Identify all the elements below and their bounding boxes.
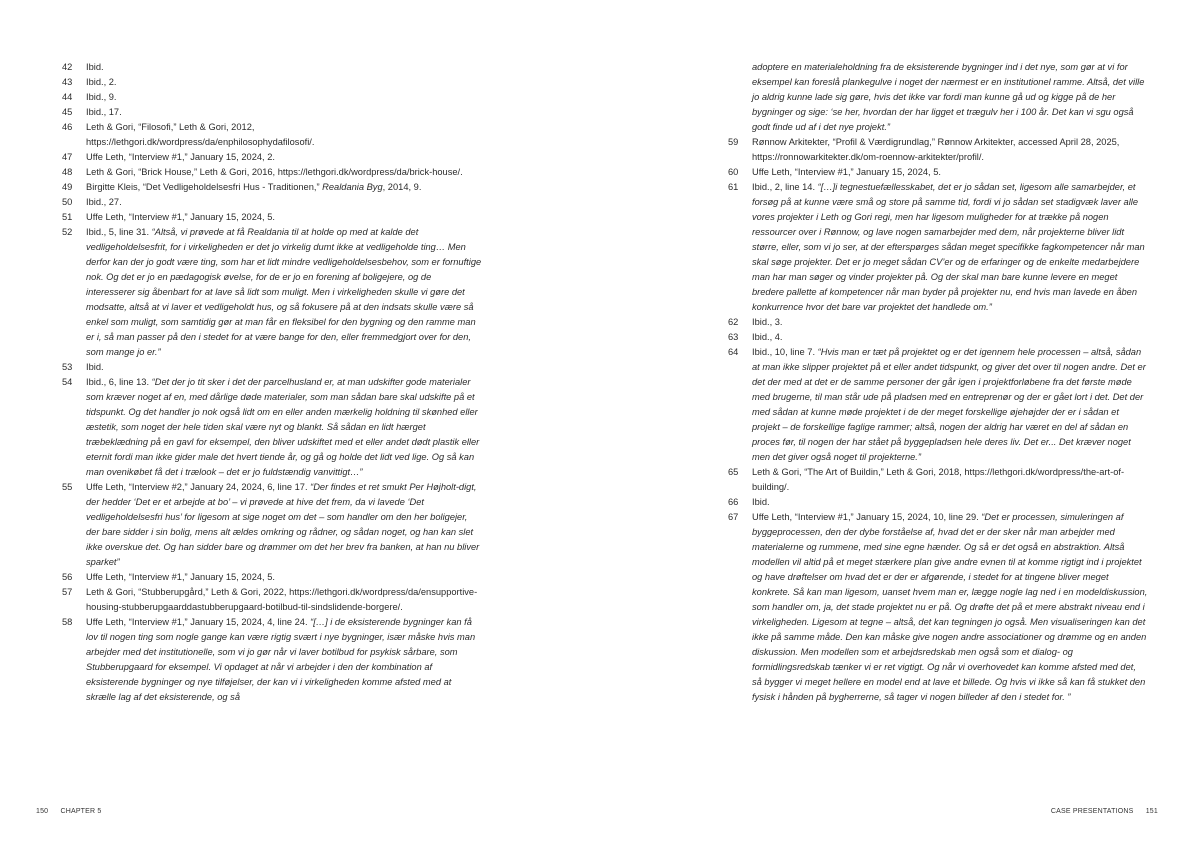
footnote: [728, 330, 1148, 345]
footnote: [62, 195, 482, 210]
footnote: [728, 495, 1148, 510]
footnote-text: [86, 480, 482, 570]
footnote: [62, 75, 482, 90]
footnote: [62, 210, 482, 225]
footnote-text: [752, 180, 1148, 315]
footnote-number: 61: [728, 182, 739, 192]
footnote-text: [86, 615, 482, 705]
footnote-number: 45: [62, 107, 73, 117]
footnote-text: [86, 195, 482, 210]
footnote-text: [86, 90, 482, 105]
footnote-text: [752, 495, 1148, 510]
footnote-text: [86, 210, 482, 225]
footnote: [62, 225, 482, 360]
footnote-citation: Uffe Leth, “Interview #1,” January 15, 2024, 5.: [86, 212, 275, 222]
footnote-citation: Ibid., 17.: [86, 107, 122, 117]
footnote-number: 49: [62, 182, 73, 192]
footnote-number: 46: [62, 122, 73, 132]
footnote: [62, 570, 482, 585]
footnote-citation: Ibid., 3.: [752, 317, 783, 327]
footnote-number: 53: [62, 362, 73, 372]
footnote-citation: Rønnow Arkitekter, “Profil & Værdigrundlag,” Rønnow Arkitekter, accessed April 28, 2025, https://ronnowarkitekter.dk/om-roennow-arkitekter/profil/.: [752, 137, 1120, 162]
footnote: [728, 180, 1148, 315]
footnote-quote: “Det er processen, simuleringen af byggeprocessen, den der dybe forståelse af, hvad det er der sker når man arbejder med materialerne og rummene, med sine egne hænder. Og så er det også en abstraktion. Altså modellen vil altid på et meget stærkere plan give andre evnen til at komme rigtigt ind i projektet og have drøftelser om hvad det er der er afgørende, i stedet for at tingene bliver meget konkrete. Så kan man ligesom, uanset hvem man er, lægge nogle lag ned i en modeldiskussion, som handler om, ja, det stade projektet nu er på. Og drøfte det på et mere abstrakt niveau end i virkeligheden. Ligesom at tegne – altså, det kan tegningen jo også. Men visualiseringen kan det ikke på samme måde. Den kan måske give nogen andre associationer og drømme og en anden diskussion. Men modellen som et arbejdsredskab men også som et dialog- og formidlingsredskab tænker vi er ret vigtigt. Og når vi overhovedet kan komme afsted med det, så bygger vi meget hellere en model end at lave et billede. Og hvis vi ikke så kan få stukket den fysisk i hånden på bygherrerne, så tager vi nogen billeder af den i stedet for. ”: [752, 512, 1148, 702]
footnote: [62, 120, 482, 150]
footnote-quote: adoptere en materialeholdning fra de eksisterende bygninger ind i det nye, som gør at vi for eksempel kan foreslå plankegulve i noget der nærmest er en institutionel ramme. Altså, det ville jo aldrig kunne lade sig gøre, hvis det ikke var fordi man kunne gå ud og kigge på de her bygninger og sige: ‘se her, hvordan der har ligget et trægulv her i 100 år. Det kan vi sgu også godt finde ud af i det nye projekt.”: [752, 62, 1145, 132]
footnote-citation: Uffe Leth, “Interview #1,” January 15, 2024, 4, line 24.: [86, 617, 311, 627]
page-number: 150: [36, 808, 49, 815]
footnote: [62, 615, 482, 705]
footnote-number: 44: [62, 92, 73, 102]
footnote-text: [86, 165, 482, 180]
footnote: [62, 375, 482, 480]
footnote-citation: Ibid.: [86, 62, 104, 72]
footnote-number: 42: [62, 62, 73, 72]
footnote-number: 52: [62, 227, 73, 237]
left-page-footer: [36, 808, 102, 815]
footnote-quote: “Altså, vi prøvede at få Realdania til at holde op med at kalde det vedligeholdelsesfrit, for i virkeligheden er det jo virkelig dumt ikke at vedligeholde ting… Men derfor kan der jo godt være ting, som har et lidt mindre vedligeholdelsesbehov, som er fornuftige nok. Og det er jo en pædagogisk øvelse, for de er jo en forening af boligejere, og de interesserer sig åbenbart for at lave så lidt som muligt. Men i virkeligheden skulle vi gøre det modsatte, altså at vi laver et vedligeholdt hus, og så fokusere på at den indsats skulle være så enkel som muligt, som samtidig gør at man får en fleksibel for den bygning og den ramme man er i, så man passer på den i stedet for at være bange for den, eller fremmedgjort over for den, som mange jo er.”: [86, 227, 482, 357]
footnote-text: [86, 225, 482, 360]
footnote-quote: “[…]i tegnestuefællesskabet, det er jo sådan set, ligesom alle samarbejder, et forsøg på at kunne være små og store på samme tid, fordi vi jo sådan set stadigvæk laver alle vores projekter i Leth og Gori regi, men har ligesom muligheder for at trække på nogen ressourcer over i Rønnow, og lave nogen samarbejder med dem, når projekterne bliver lidt større, eller, som vi jo ser, at der efterspørges sådan meget specifikke fagkompetencer når man skal søge projekter. Det er jo meget sådan CV’er og de erfaringer og de enkelte medarbejdere man har man søger og vinder projekter på. Og der skal man bare kunne levere en meget bredere pallette af kompetencer når man byder på projekter nu, end hvis man lavede en åben konkurrence hvor det bare var projektet det handlede om.”: [752, 182, 1145, 312]
footnote: [62, 480, 482, 570]
footnote-number: 59: [728, 137, 739, 147]
footnote-number: 67: [728, 512, 739, 522]
footnote-citation: Ibid., 10, line 7.: [752, 347, 818, 357]
footnote-citation: Leth & Gori, “Stubberupgård,” Leth & Gori, 2022, https://lethgori.dk/wordpress/da/ensupportive-housing-stubberupgaarddastubberupgaard-botilbud-til-sindslidende-borgere/.: [86, 587, 478, 612]
section-label: CASE PRESENTATIONS: [1050, 808, 1134, 815]
footnote-text: [86, 120, 482, 150]
footnote-citation: , 2014, 9.: [382, 182, 422, 192]
footnote-text: [86, 60, 482, 75]
footnote-number: 63: [728, 332, 739, 342]
footnote-number: 51: [62, 212, 73, 222]
footnote: [62, 585, 482, 615]
footnote-citation: Uffe Leth, “Interview #1,” January 15, 2024, 5.: [86, 572, 275, 582]
footnote-text: [86, 105, 482, 120]
right-page-footnotes: [728, 60, 1148, 705]
footnote-text: [86, 75, 482, 90]
footnote-citation: Ibid., 5, line 31.: [86, 227, 152, 237]
footnote-citation: Ibid.: [752, 497, 770, 507]
footnote-quote: “Det der jo tit sker i det der parcelhusland er, at man udskifter gode materialer som kræver noget af en, med dårlige døde materialer, som man sådan bare skal udskifte på et tidspunkt. Og det handler jo nok også lidt om en eller anden mærkelig holdning til skønhed eller æstetik, som noget der hele tiden skal være nyt og blankt. Så sådan en lidt hærget træbeklædning på en gavl for eksempel, den bliver udskiftet med et eller andet dødt plastik eller eternit fordi man ikke gider male det hvert tiende år, og gå og holde det lidt ved lige. Og så kan man ovenikøbet få det i trælook – det er jo fuldstændig vanvittigt…”: [86, 377, 480, 477]
footnote-citation: Ibid.: [86, 362, 104, 372]
footnote-citation: Leth & Gori, “Brick House,” Leth & Gori, 2016, https://lethgori.dk/wordpress/da/brick-house/.: [86, 167, 463, 177]
footnote-quote: Realdania Byg: [322, 182, 383, 192]
footnote: [728, 510, 1148, 705]
right-page-footer: [1051, 808, 1158, 815]
footnote: [62, 360, 482, 375]
footnote-number: 43: [62, 77, 73, 87]
footnote: [728, 165, 1148, 180]
footnote-citation: Uffe Leth, “Interview #2,” January 24, 2024, 6, line 17.: [86, 482, 311, 492]
footnote: [728, 60, 1148, 135]
footnote-citation: Birgitte Kleis, “Det Vedligeholdelsesfri Hus - Traditionen,”: [86, 182, 323, 192]
footnote-number: 50: [62, 197, 73, 207]
footnote-quote: “[…] i de eksisterende bygninger kan få lov til nogen ting som nogle gange kan være rigtig svært i nye bygninger, især måske hvis man arbejder med det institutionelle, som vi jo gør når vi laver botilbud for psykisk sårbare, som Stubberupgaard for eksempel. Vi opdaget at når vi arbejder i den der kombination af eksisterende bygninger og nye tilføjelser, der kan vi i virkeligheden komme afsted med at skrælle lag af det eksisterende, og så: [86, 617, 476, 702]
footnote-text: [86, 585, 482, 615]
footnote-text: [752, 315, 1148, 330]
footnote: [62, 180, 482, 195]
footnote-text: [86, 570, 482, 585]
footnote-number: 54: [62, 377, 73, 387]
footnote-number: 64: [728, 347, 739, 357]
footnote-citation: Ibid., 9.: [86, 92, 117, 102]
footnote-text: [86, 360, 482, 375]
footnote: [62, 90, 482, 105]
footnote: [62, 165, 482, 180]
footnote-text: [752, 510, 1148, 705]
footnote-citation: Uffe Leth, “Interview #1,” January 15, 2024, 2.: [86, 152, 275, 162]
footnote-citation: Leth & Gori, “Filosofi,” Leth & Gori, 2012, https://lethgori.dk/wordpress/da/enphilosophydafilosofi/.: [86, 122, 315, 147]
footnote-number: 58: [62, 617, 73, 627]
footnote-number: 56: [62, 572, 73, 582]
footnote-citation: Uffe Leth, “Interview #1,” January 15, 2024, 10, line 29.: [752, 512, 982, 522]
footnote-citation: Ibid., 2.: [86, 77, 117, 87]
footnote-number: 65: [728, 467, 739, 477]
footnote-number: 48: [62, 167, 73, 177]
footnote: [728, 135, 1148, 165]
footnote-text: [86, 150, 482, 165]
footnote-number: 47: [62, 152, 73, 162]
footnote-quote: “Hvis man er tæt på projektet og er det igennem hele processen – altså, sådan at man ikke slipper projektet på et eller andet tidspunkt, og giver det over til nogen andre. Det er det der med at det er de samme personer der går igen i projektforløbene fra det første møde med brugerne, til man står ude på pladsen med en entreprenør og der er gået lort i det. Det der med sådan at kunne møde projektet i de der meget forskellige øjehøjder der er i sådan et projekt – de forskellige faglige rammer; altså, nogen der aldrig har været en del af sådan en proces før, til nogen der har stået på byggepladsen hele deres liv. Det er... Det kræver noget men det giver også noget til projekterne.”: [752, 347, 1146, 462]
footnote-citation: Leth & Gori, “The Art of Buildin,” Leth & Gori, 2018, https://lethgori.dk/wordpress/the-art-of-building/.: [752, 467, 1125, 492]
footnote-citation: Ibid., 2, line 14.: [752, 182, 818, 192]
footnote-number: 60: [728, 167, 739, 177]
footnote-text: [752, 330, 1148, 345]
page-number: 151: [1145, 808, 1158, 815]
footnote-number: 57: [62, 587, 73, 597]
footnote: [62, 105, 482, 120]
footnote-citation: Ibid., 4.: [752, 332, 783, 342]
footnote-text: [86, 180, 482, 195]
chapter-label: CHAPTER 5: [60, 808, 102, 815]
footnote-text: [752, 135, 1148, 165]
footnote-text: [752, 465, 1148, 495]
footnote-text: [752, 60, 1148, 135]
footnote-text: [86, 375, 482, 480]
footnote: [62, 60, 482, 75]
footnote-quote: “Der findes et ret smukt Per Højholt-digt, der hedder ‘Det er et arbejde at bo’ – vi prøvede at hive det frem, da vi lavede ‘Det vedligeholdelsesfri hus’ for ligesom at sige noget om det – som handler om den her boligejer, der bare sidder i sin bolig, mens alt ældes omkring og rådner, og sådan noget, og han kan slet ikke overskue det. Og han sidder bare og drømmer om det her brev fra banken, at han nu bliver sparket”: [86, 482, 480, 567]
footnote-number: 62: [728, 317, 739, 327]
footnote-citation: Ibid., 6, line 13.: [86, 377, 152, 387]
footnote-text: [752, 345, 1148, 465]
footnote: [728, 345, 1148, 465]
footnote: [728, 315, 1148, 330]
footnote-citation: Ibid., 27.: [86, 197, 122, 207]
footnote: [62, 150, 482, 165]
footnote-number: 55: [62, 482, 73, 492]
footnote: [728, 465, 1148, 495]
footnote-text: [752, 165, 1148, 180]
footnote-citation: Uffe Leth, “Interview #1,” January 15, 2024, 5.: [752, 167, 941, 177]
footnote-number: 66: [728, 497, 739, 507]
left-page-footnotes: [62, 60, 482, 705]
